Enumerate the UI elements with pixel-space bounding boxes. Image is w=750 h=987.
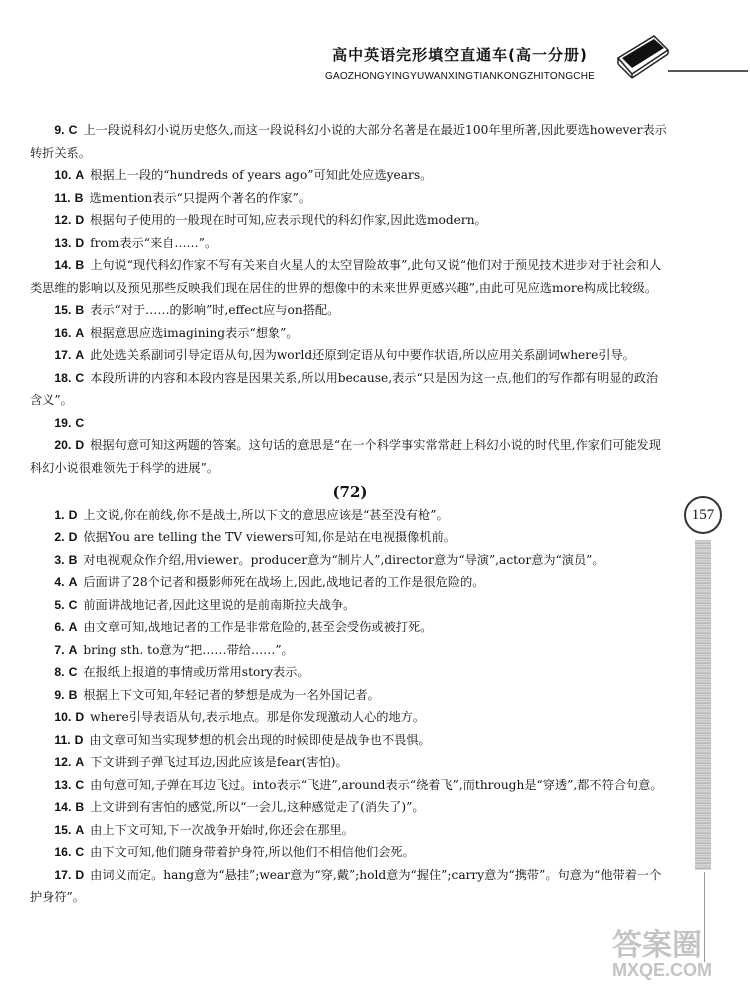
book-title-pinyin: GAOZHONGYINGYUWANXINGTIANKONGZHITONGCHE — [324, 71, 596, 82]
answer-item — [30, 232, 670, 255]
item-answer: A — [68, 620, 78, 634]
item-explanation: 表示“对于……的影响”时,effect应与on搭配。 — [90, 303, 340, 317]
page-edge-decoration — [695, 540, 711, 870]
item-answer: D — [75, 235, 85, 250]
item-explanation: 根据句子使用的一般现在时可知,应表示现代的科幻作家,因此选modern。 — [90, 213, 487, 227]
item-number: 7. — [54, 642, 65, 657]
item-explanation: 上文讲到有害怕的感觉,所以“一会儿,这种感觉走了(消失了)”。 — [90, 800, 425, 814]
item-number: 4. — [54, 575, 65, 589]
item-number: 12. — [54, 755, 72, 769]
item-number: 19. — [54, 415, 72, 430]
item-number: 8. — [54, 665, 65, 679]
answer-list-part2 — [30, 504, 670, 909]
item-explanation: 由文章可知,战地记者的工作是非常危险的,甚至会受伤或被打死。 — [83, 620, 433, 634]
answer-item — [30, 209, 670, 232]
item-explanation: from表示“来自……”。 — [90, 235, 218, 250]
answer-item — [30, 367, 670, 412]
item-explanation: 上一段说科幻小说历史悠久,而这一段说科幻小说的大部分名著是在最近100年里所著,因此要选however表示转折关系。 — [30, 123, 667, 160]
answer-item — [30, 639, 670, 662]
item-answer: A — [68, 575, 78, 589]
watermark-logo — [612, 920, 742, 980]
item-answer: A — [75, 822, 85, 837]
book-title: 高中英语完形填空直通车(高一分册) — [332, 46, 588, 64]
item-explanation: 根据上一段的“hundreds of years ago”可知此处应选years。 — [90, 168, 433, 182]
item-answer: D — [75, 213, 85, 227]
item-explanation: where引导表语从句,表示地点。那是你发现激动人心的地方。 — [90, 710, 426, 724]
notebook-icon — [614, 28, 670, 80]
item-number: 17. — [54, 348, 72, 362]
item-answer: D — [75, 710, 85, 724]
item-answer: A — [75, 168, 85, 182]
answer-content — [30, 119, 670, 909]
item-number: 11. — [54, 190, 71, 205]
item-number: 14. — [54, 258, 72, 272]
item-answer: B — [68, 552, 78, 567]
answer-item — [30, 751, 670, 774]
answer-item — [30, 729, 670, 752]
section-heading: (72) — [332, 483, 368, 501]
item-number: 6. — [54, 620, 65, 634]
answer-item — [30, 412, 670, 435]
item-answer: B — [75, 303, 85, 317]
item-explanation: 上文说,你在前线,你不是战士,所以下文的意思应该是“甚至没有枪”。 — [83, 507, 449, 522]
item-explanation: 由下文可知,他们随身带着护身符,所以他们不相信他们会死。 — [90, 845, 415, 859]
answer-item — [30, 299, 670, 322]
item-answer: C — [68, 123, 78, 137]
item-explanation: 下文讲到子弹飞过耳边,因此应该是fear(害怕)。 — [90, 755, 348, 769]
answer-item — [30, 254, 670, 299]
item-number: 15. — [54, 822, 72, 837]
answer-item — [30, 571, 670, 594]
watermark-cn: 答案圈 — [612, 928, 702, 963]
item-number: 3. — [54, 552, 65, 567]
item-answer: B — [68, 687, 78, 702]
item-number: 11. — [54, 732, 71, 747]
item-answer: B — [74, 190, 84, 205]
answer-item — [30, 526, 670, 549]
item-answer: D — [75, 438, 85, 452]
item-number: 16. — [54, 325, 72, 340]
answer-item — [30, 706, 670, 729]
answer-item — [30, 119, 670, 164]
item-answer: C — [68, 665, 78, 679]
answer-item — [30, 774, 670, 797]
item-explanation: 对电视观众作介绍,用viewer。producer意为“制片人”,director意为“导演”,actor意为“演员”。 — [83, 552, 605, 567]
answer-item — [30, 322, 670, 345]
item-explanation: bring sth. to意为“把……带给……”。 — [83, 642, 294, 657]
running-header — [300, 44, 620, 82]
item-number: 2. — [54, 530, 65, 544]
answer-item — [30, 344, 670, 367]
item-explanation: 根据句意可知这两题的答案。这句话的意思是“在一个科学事实常常赶上科幻小说的时代里,作家们可能发现科幻小说很难领先于科学的进展”。 — [30, 438, 661, 475]
item-answer: C — [75, 415, 85, 430]
item-number: 10. — [54, 168, 72, 182]
answer-list-part1 — [30, 119, 670, 479]
item-answer: A — [75, 755, 85, 769]
item-explanation: 在报纸上报道的事情或历常用story表示。 — [83, 665, 310, 679]
item-explanation: 依据You are telling the TV viewers可知,你是站在电视摄像机前。 — [83, 530, 456, 544]
item-number: 16. — [54, 845, 72, 859]
item-number: 12. — [54, 213, 72, 227]
item-number: 9. — [54, 687, 65, 702]
answer-item — [30, 549, 670, 572]
answer-item — [30, 594, 670, 617]
answer-item — [30, 819, 670, 842]
answer-item — [30, 796, 670, 819]
item-answer: B — [75, 258, 85, 272]
answer-item — [30, 616, 670, 639]
item-number: 14. — [54, 800, 72, 814]
item-explanation: 由上下文可知,下一次战争开始时,你还会在那里。 — [90, 822, 354, 837]
item-number: 15. — [54, 303, 72, 317]
item-answer: D — [74, 732, 84, 747]
item-answer: A — [75, 348, 85, 362]
item-number: 20. — [54, 438, 72, 452]
item-answer: C — [75, 370, 85, 385]
item-number: 9. — [54, 123, 65, 137]
item-number: 13. — [54, 777, 72, 792]
item-answer: D — [75, 867, 85, 882]
answer-item — [30, 434, 670, 479]
watermark-en: MXQE.COM — [612, 960, 713, 980]
answer-item — [30, 864, 670, 909]
answer-item — [30, 504, 670, 527]
item-answer: B — [75, 800, 85, 814]
item-answer: A — [75, 325, 85, 340]
item-answer: C — [68, 597, 78, 612]
item-number: 13. — [54, 235, 72, 250]
item-explanation: 本段所讲的内容和本段内容是因果关系,所以用because,表示“只是因为这一点,他们的写作都有明显的政治含义”。 — [30, 370, 659, 407]
item-explanation: 根据意思应选imagining表示“想象”。 — [90, 325, 299, 340]
item-answer: A — [68, 642, 78, 657]
answer-item — [30, 684, 670, 707]
header-rule — [668, 70, 748, 72]
answer-item — [30, 187, 670, 210]
item-number: 5. — [54, 597, 65, 612]
item-explanation: 后面讲了28个记者和摄影师死在战场上,因此,战地记者的工作是很危险的。 — [83, 575, 485, 589]
item-answer: D — [68, 530, 78, 544]
item-explanation: 上句说“现代科幻作家不写有关来自火星人的太空冒险故事”,此句又说“他们对于预见技术进步对于社会和人类思维的影响以及预见那些反映我们现在居住的世界的想像中的未来世界更感兴趣”,由此可见应选more构成比较级。 — [30, 258, 662, 295]
item-explanation: 根据上下文可知,年轻记者的梦想是成为一名外国记者。 — [83, 687, 380, 702]
answer-item — [30, 661, 670, 684]
item-answer: D — [68, 507, 78, 522]
item-number: 18. — [54, 370, 72, 385]
item-number: 1. — [54, 507, 65, 522]
item-explanation: 由文章可知当实现梦想的机会出现的时候即使是战争也不畏惧。 — [89, 732, 431, 747]
item-answer: C — [75, 845, 85, 859]
answer-item — [30, 164, 670, 187]
item-explanation: 前面讲战地记者,因此这里说的是前南斯拉夫战争。 — [83, 597, 356, 612]
item-number: 17. — [54, 867, 72, 882]
item-explanation: 由词义而定。hang意为“悬挂”;wear意为“穿,戴”;hold意为“握住”;carry意为“携带”。句意为“他带着一个护身符”。 — [30, 867, 662, 904]
item-answer: C — [75, 777, 85, 792]
item-explanation: 由句意可知,子弹在耳边飞过。into表示“飞进”,around表示“绕着飞”,而through是“穿透”,都不符合句意。 — [90, 777, 663, 792]
answer-item — [30, 841, 670, 864]
item-explanation: 选mention表示“只提两个著名的作家”。 — [89, 190, 311, 205]
item-explanation: 此处选关系副词引导定语从句,因为world还原到定语从句中要作状语,所以应用关系副词where引导。 — [90, 348, 635, 362]
page-number: 157 — [684, 496, 722, 534]
item-number: 10. — [54, 710, 72, 724]
